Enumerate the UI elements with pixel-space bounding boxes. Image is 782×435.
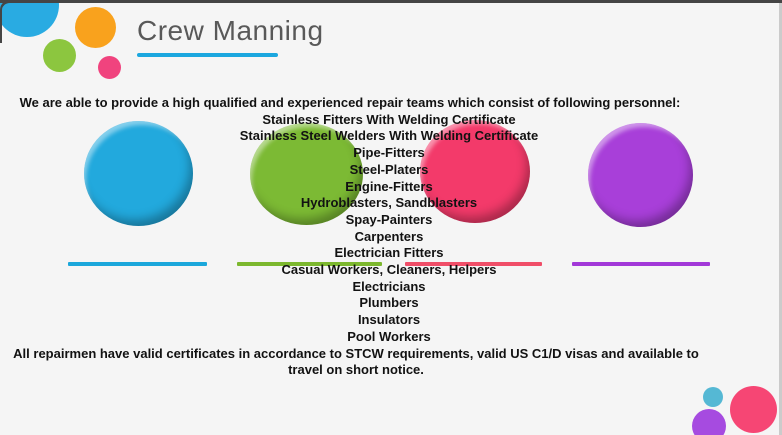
title-underline [137, 53, 278, 57]
decorative-circle-rose [730, 386, 777, 433]
personnel-item: Hydroblasters, Sandblasters [300, 195, 478, 211]
decorative-circle-violet [692, 409, 726, 435]
personnel-item: Pipe-Fitters [353, 145, 425, 161]
personnel-item: Electricians [352, 278, 426, 294]
personnel-item: Steel-Platers [349, 161, 429, 177]
decorative-circle-pink [98, 56, 121, 79]
personnel-item: Pool Workers [347, 328, 431, 344]
title-block [137, 14, 324, 57]
personnel-item: Engine-Fitters [345, 178, 433, 194]
personnel-list [0, 112, 778, 346]
body-text [0, 95, 778, 379]
window-top-border [0, 0, 782, 3]
decorative-circle-green [43, 39, 76, 72]
page-title: Crew Manning [137, 15, 324, 46]
personnel-item: Stainless Steel Welders With Welding Certificate [239, 128, 539, 144]
decorative-circle-teal [703, 387, 723, 407]
personnel-item: Spay-Painters [345, 211, 433, 227]
personnel-item: Carpenters [354, 228, 424, 244]
personnel-item: Stainless Fitters With Welding Certificate [262, 111, 516, 127]
personnel-item: Casual Workers, Cleaners, Helpers [281, 262, 497, 278]
personnel-item: Insulators [357, 312, 421, 328]
personnel-item: Plumbers [359, 295, 419, 311]
window-corner [0, 0, 18, 43]
footer-paragraph: All repairmen have valid certificates in accordance to STCW requirements, valid US C1/D visas and available to travel on short notice. [13, 345, 699, 378]
intro-paragraph: We are able to provide a high qualified and experienced repair teams which consist of following personnel: [19, 95, 681, 110]
personnel-item: Electrician Fitters [334, 245, 444, 261]
decorative-circle-orange [75, 7, 116, 48]
